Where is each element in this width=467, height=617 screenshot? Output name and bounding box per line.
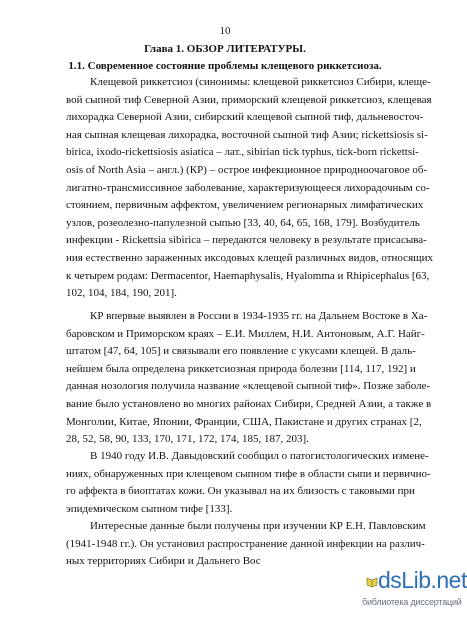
text-line: ная сыпная клещевая лихорадка, восточной сыпной тиф Азии; rickettsiosis si- [66,128,428,141]
text-line: Клещевой риккетсиоз (синонимы: клещевой риккетсиоз Сибири, клеще- [90,76,431,88]
text-line: го аффекта в биоптатах кожи. Он указывал на их близость с таковыми при [66,485,415,498]
text-line: узлов, розеолезно-папулезной сыпью [33, 40, 64, 65, 168, 179]. Возбудитель [66,216,420,229]
watermark-caption: библиотека диссертаций [362,597,462,607]
text-line: КР впервые выявлен в России в 1934-1935 гг. на Дальнем Востоке в Ха- [90,310,428,322]
page-number: 10 [219,25,231,37]
text-line: ниях, обнаруженных при клещевом сыпном тифе в области сыпи и первично- [66,467,431,480]
text-line: нейшем была определена риккетсиозная природа болезни [114, 117, 192] и [66,362,416,375]
paragraph-2 [66,308,432,449]
text-line: birica, ixodo-rickettsiosis asiatica – лат., sibirian tick typhus, tick-born rickettsi- [66,146,419,159]
text-line: баровском и Приморском краях – Е.И. Миллем, Н.И. Антоновым, А.Г. Найг- [66,327,425,340]
text-line: лихорадка Северной Азии, сибирский клещевой сыпной тиф, дальневосточ- [66,111,424,124]
text-line: к четырем родам: Dermacentor, Haemaphysalis, Hyalomma и Rhipicephalus [63, [66,269,430,282]
text-line: (1941-1948 гг.). Он установил распространение данной инфекции на различ- [66,537,425,550]
text-line: вание было установлено во многих районах Сибири, Средней Азии, а также в [66,397,432,410]
dslib-watermark-link[interactable] [362,567,467,615]
text-line: данная нозология получила название «клещевой сыпной тиф». Позже заболе- [66,380,431,393]
text-line: штатом [47, 64, 105] и связывали его появление с укусами клещей. В даль- [66,345,416,358]
text-line: лигатно-трансмиссивное заболевание, характеризующееся лихорадочным со- [66,181,430,194]
text-line: Монголии, Китае, Японии, Франции, США, Пакистане и других странах [2, [66,415,422,428]
text-line: ных территориях Сибири и Дальнего Вос [66,555,261,568]
text-line: 102, 104, 184, 190, 201]. [66,287,177,300]
text-line: ния естественно зараженных иксодовых клещей различных видов, относящих [66,251,433,264]
open-book-icon [366,575,378,587]
text-line: 28, 52, 58, 90, 133, 170, 171, 172, 174, 185, 187, 203]. [66,433,309,446]
paragraph-4 [66,518,426,571]
text-line: В 1940 году И.В. Давыдовский сообщил о патогистологических измене- [90,450,429,462]
paragraph-1 [66,74,433,303]
chapter-title: Глава 1. ОБЗОР ЛИТЕРАТУРЫ. [144,43,306,55]
paragraph-3 [66,448,431,518]
text-line: вой сыпной тиф Северной Азии, приморский клещевой риккетсиоз, клещевая [66,93,432,106]
text-line: эпидемическом сыпном тифе [133]. [66,502,233,515]
text-line: Интересные данные были получены при изучении КР Е.Н. Павловским [90,520,426,532]
text-line: инфекции - Rickettsia sibirica – передаются человеку в результате присасыва- [66,234,427,247]
watermark-brand: dsLib.net [378,567,467,593]
section-title: 1.1. Современное состояние проблемы клещевого риккетсиоза. [68,60,382,72]
text-line: osis of North Asia – англ.) (КР) – острое инфекционное природноочаговое об- [66,163,428,176]
text-line: стоянием, первичным аффектом, увеличением регионарных лимфатических [66,199,424,212]
